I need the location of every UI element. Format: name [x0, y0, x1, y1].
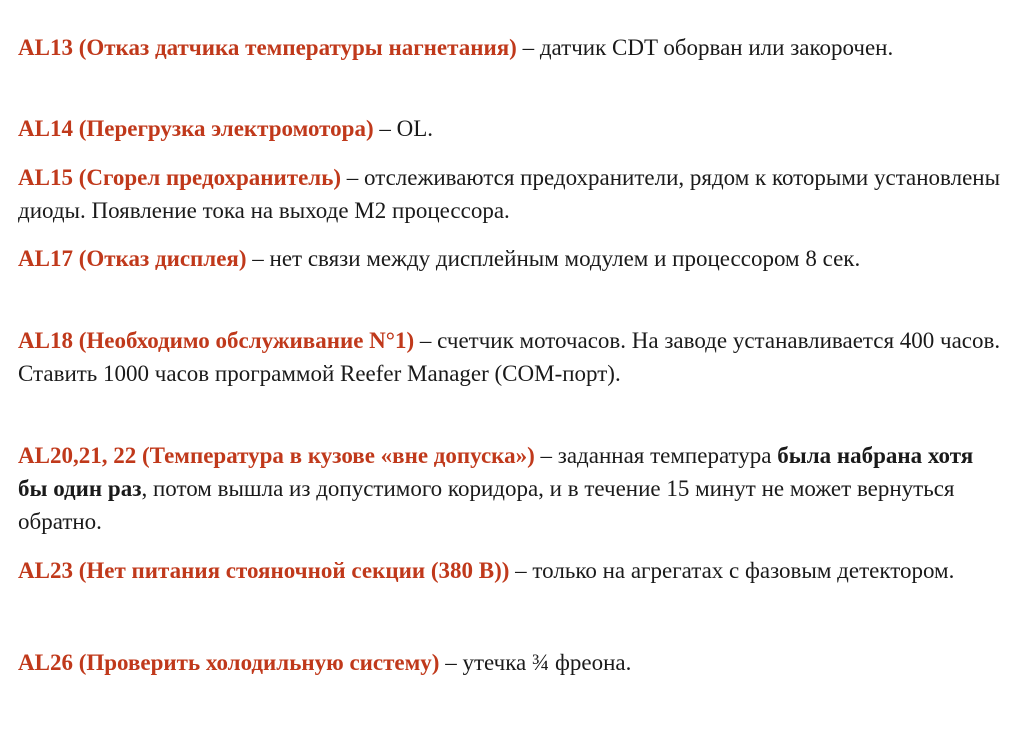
- alarm-entry-al13: [18, 31, 1008, 64]
- alarm-entry-al26: [18, 646, 1008, 679]
- alarm-description: – OL.: [373, 116, 434, 141]
- alarm-code: AL26 (Проверить холодильную систему): [18, 650, 440, 675]
- alarm-description: – счетчик моточасов. На заводе устанавливается 400 часов. Ставить 1000 часов программой Reefer Manager (COM-порт).: [18, 328, 1001, 386]
- alarm-code: AL23 (Нет питания стояночной секции (380 В)): [18, 558, 510, 583]
- alarm-entry-al17: [18, 242, 1008, 275]
- alarm-description: – датчик CDT оборван или закорочен.: [516, 35, 894, 60]
- alarm-code: AL18 (Необходимо обслуживание N°1): [18, 328, 415, 353]
- alarm-entry-al20-22: [18, 439, 1008, 538]
- alarm-description-continued: , потом вышла из допустимого коридора, и в течение 15 минут не может вернуться обратно.: [18, 476, 955, 534]
- alarm-code: AL17 (Отказ дисплея): [18, 246, 247, 271]
- alarm-entry-al14: [18, 112, 1008, 145]
- alarm-description-emphasis: была набрана хотя бы один раз: [18, 443, 974, 501]
- alarm-code: AL15 (Сгорел предохранитель): [18, 165, 342, 190]
- alarm-code: AL13 (Отказ датчика температуры нагнетания): [18, 35, 517, 60]
- alarm-entry-al23: [18, 554, 1008, 587]
- alarm-entry-al15: [18, 161, 1008, 227]
- alarm-description: – только на агрегатах с фазовым детектором.: [509, 558, 955, 583]
- alarm-description: – заданная температура: [534, 443, 778, 468]
- alarm-description: – нет связи между дисплейным модулем и процессором 8 сек.: [246, 246, 861, 271]
- alarm-code: AL20,21, 22 (Температура в кузове «вне допуска»): [18, 443, 535, 468]
- alarm-description: – утечка ¾ фреона.: [439, 650, 632, 675]
- alarm-description: – отслеживаются предохранители, рядом к которыми установлены диоды. Появление тока на выходе М2 процессора.: [18, 165, 1001, 223]
- alarm-code: AL14 (Перегрузка электромотора): [18, 116, 374, 141]
- alarm-entry-al18: [18, 324, 1008, 390]
